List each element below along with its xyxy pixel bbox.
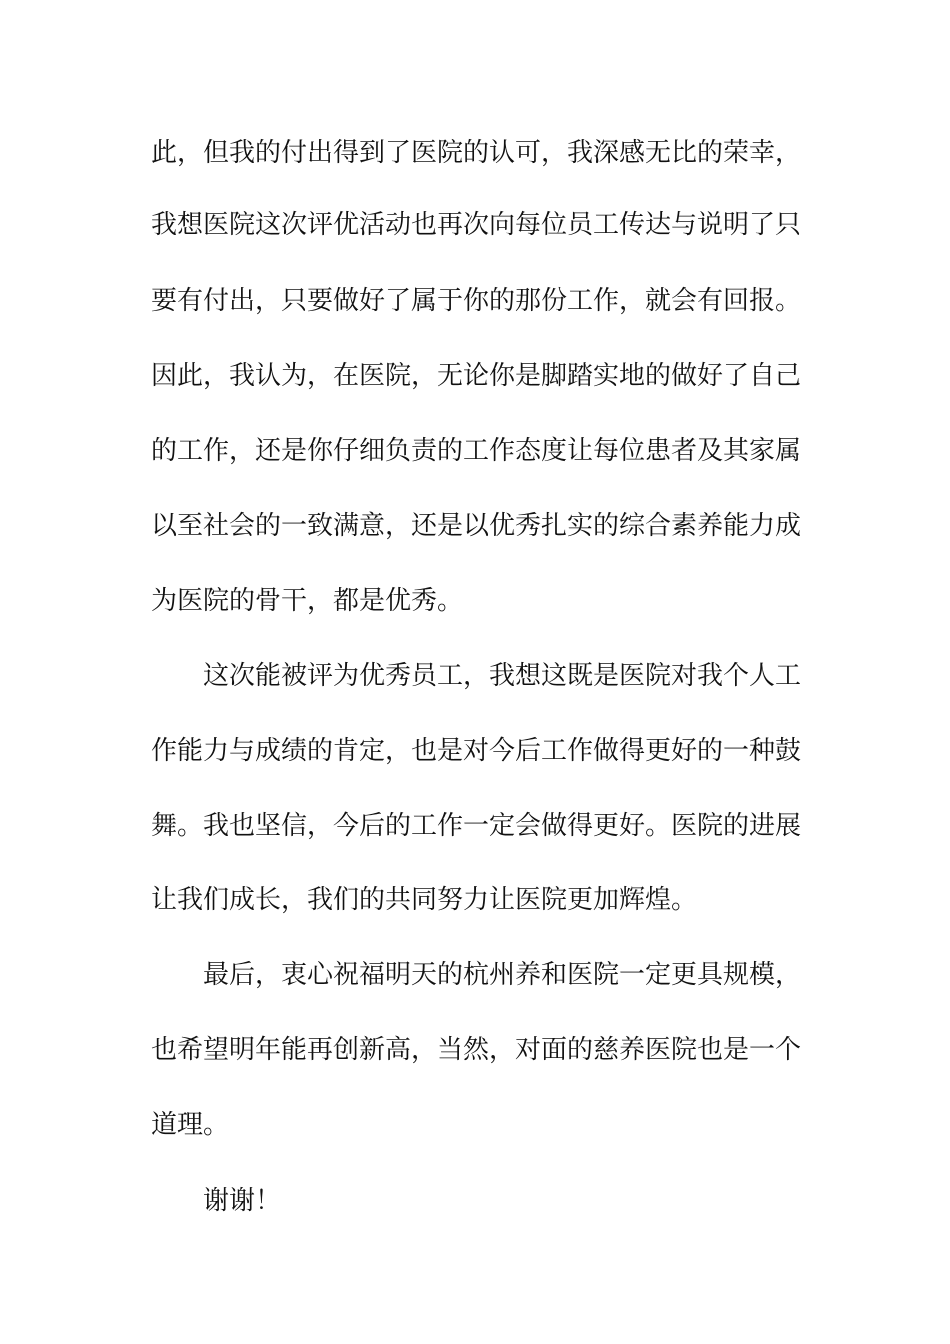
text-line: 为医院的骨干，都是优秀。 xyxy=(151,586,464,616)
text-line: 此，但我的付出得到了医院的认可，我深感无比的荣幸， xyxy=(151,138,802,168)
text-line: 我想医院这次评优活动也再次向每位员工传达与说明了只 xyxy=(151,210,802,240)
text-line: 这次能被评为优秀员工，我想这既是医院对我个人工 xyxy=(203,661,802,691)
text-line: 舞。我也坚信，今后的工作一定会做得更好。医院的进展 xyxy=(151,811,802,841)
text-line: 的工作，还是你仔细负责的工作态度让每位患者及其家属 xyxy=(151,436,802,466)
text-line: 道理。 xyxy=(151,1110,230,1140)
text-line: 以至社会的一致满意，还是以优秀扎实的综合素养能力成 xyxy=(151,511,802,541)
text-line: 也希望明年能再创新高，当然，对面的慈养医院也是一个 xyxy=(151,1035,802,1065)
text-line: 作能力与成绩的肯定，也是对今后工作做得更好的一种鼓 xyxy=(151,736,802,766)
text-line: 让我们成长，我们的共同努力让医院更加辉煌。 xyxy=(151,885,698,915)
text-line: 因此，我认为，在医院，无论你是脚踏实地的做好了自己 xyxy=(151,361,802,391)
text-line: 要有付出，只要做好了属于你的那份工作，就会有回报。 xyxy=(151,286,802,316)
text-line: 谢谢！ xyxy=(203,1186,282,1216)
text-line: 最后，衷心祝福明天的杭州养和医院一定更具规模， xyxy=(203,960,802,990)
